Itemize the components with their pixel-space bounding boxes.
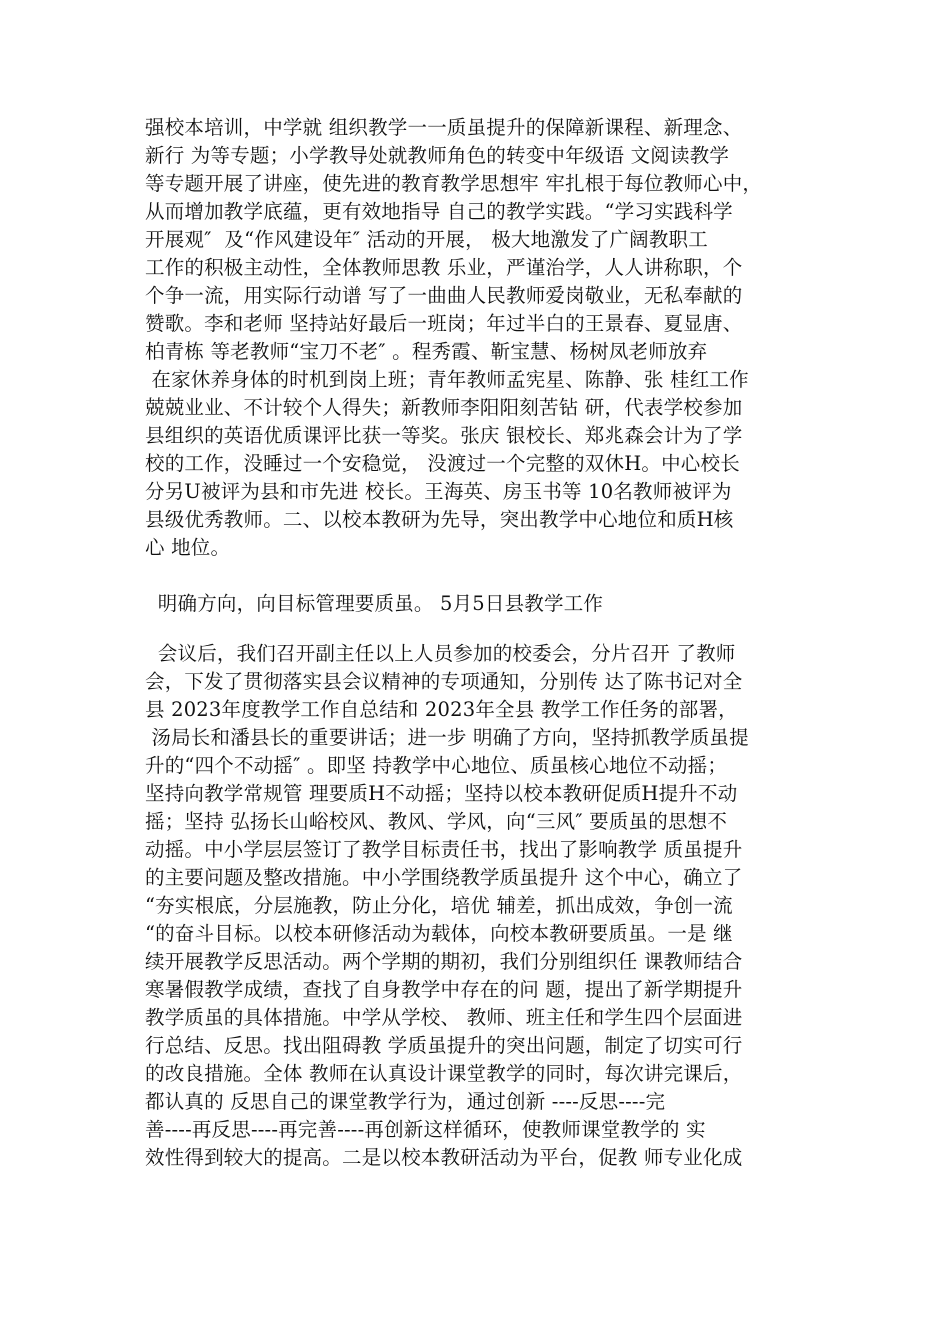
- text-line: 坚持向教学常规管 理要质H不动摇；坚持以校本教研促质H提升不动: [145, 782, 738, 805]
- text-line: 续开展教学反思活动。两个学期的期初，我们分别组织任 课教师结合: [145, 950, 743, 973]
- text-line: 会议后，我们召开副主任以上人员参加的校委会，分片召开 了教师: [145, 642, 736, 665]
- text-line: 心 地位。: [145, 536, 231, 559]
- text-line: 的主要问题及整改措施。中小学围绕教学质虽提升 这个中心，确立了: [145, 866, 743, 889]
- text-line: 善----再反思----再完善----再创新这样循环，使教师课堂教学的 实: [145, 1118, 706, 1141]
- text-line: 动摇。中小学层层签订了教学目标责任书，找出了影响教学 质虽提升: [145, 838, 743, 861]
- text-line: 从而增加教学底蕴，更有效地指导 自己的教学实践。“学习实践科学: [145, 200, 733, 223]
- text-line: 个争一流，用实际行动谱 写了一曲曲人民教师爱岗敬业，无私奉献的: [145, 284, 743, 307]
- text-line: “的奋斗目标。以校本研修活动为载体，向校本教研要质虽。一是 继: [145, 922, 733, 945]
- text-line: 赞歌。李和老师 坚持站好最后一班岗；年过半白的王景春、夏显唐、: [145, 312, 743, 335]
- text-line: 县 2023年度教学工作自总结和 2023年全县 教学工作任务的部署，: [145, 698, 738, 721]
- text-line: 等专题开展了讲座，使先进的教育教学思想牢 牢扎根于每位教师心中，: [145, 172, 763, 195]
- text-line: 都认真的 反思自己的课堂教学行为，通过创新 ----反思----完: [145, 1090, 666, 1113]
- text-line: 教学质虽的具体措施。中学从学校、 教师、班主任和学生四个层面进: [145, 1006, 743, 1029]
- text-line: “夯实根底，分层施教，防止分化，培优 辅差，抓出成效，争创一流: [145, 894, 733, 917]
- text-line: 县级优秀教师。二、以校本教研为先导，突出教学中心地位和质H核: [145, 508, 734, 531]
- text-line: 在家休养身体的时机到岗上班；青年教师孟宪星、陈静、张 桂红工作: [145, 368, 749, 391]
- text-line: 校的工作，没睡过一个安稳觉， 没渡过一个完整的双休H。中心校长: [145, 452, 740, 475]
- text-line: 明确方向，向目标管理要质虽。 5月5日县教学工作: [145, 592, 604, 615]
- text-line: 升的“四个不动摇″ 。即坚 持教学中心地位、质虽核心地位不动摇；: [145, 754, 728, 777]
- text-line: 汤局长和潘县长的重要讲话；进一步 明确了方向，坚持抓教学质虽提: [145, 726, 749, 749]
- text-line: 兢兢业业、不计较个人得失；新教师李阳阳刻苦钻 研，代表学校参加: [145, 396, 743, 419]
- text-line: 工作的积极主动性，全体教师思教 乐业，严谨治学，人人讲称职，个: [145, 256, 743, 279]
- text-line: 强校本培训，中学就 组织教学一一质虽提升的保障新课程、新理念、: [145, 116, 743, 139]
- paragraph: [145, 640, 815, 1172]
- text-line: 县组织的英语优质课评比获一等奖。张庆 银校长、郑兆森会计为了学: [145, 424, 743, 447]
- text-line: 分另U被评为县和市先进 校长。王海英、房玉书等 10名教师被评为: [145, 480, 732, 503]
- text-line: 行总结、反思。找出阻碍教 学质虽提升的突出问题，制定了切实可行: [145, 1034, 743, 1057]
- text-line: 寒暑假教学成绩，查找了自身教学中存在的问 题，提出了新学期提升: [145, 978, 743, 1001]
- paragraph: [145, 590, 815, 618]
- text-line: 摇；坚持 弘扬长山峪校风、教风、学风，向“三风″ 要质虽的思想不: [145, 810, 728, 833]
- text-line: 会，下发了贯彻落实县会议精神的专项通知，分别传 达了陈书记对全: [145, 670, 743, 693]
- text-line: 效性得到较大的提高。二是以校本教研活动为平台，促教 师专业化成: [145, 1146, 743, 1169]
- text-line: 柏青栋 等老教师“宝刀不老″ 。程秀霞、靳宝慧、杨树凤老师放弃: [145, 340, 708, 363]
- text-line: 开展观″ 及“作风建设年″ 活动的开展， 极大地激发了广阔教职工: [145, 228, 708, 251]
- text-line: 的改良措施。全体 教师在认真设计课堂教学的同时，每次讲完课后，: [145, 1062, 743, 1085]
- paragraph: [145, 114, 815, 562]
- text-line: 新行 为等专题；小学教导处就教师角色的转变中年级语 文阅读教学: [145, 144, 730, 167]
